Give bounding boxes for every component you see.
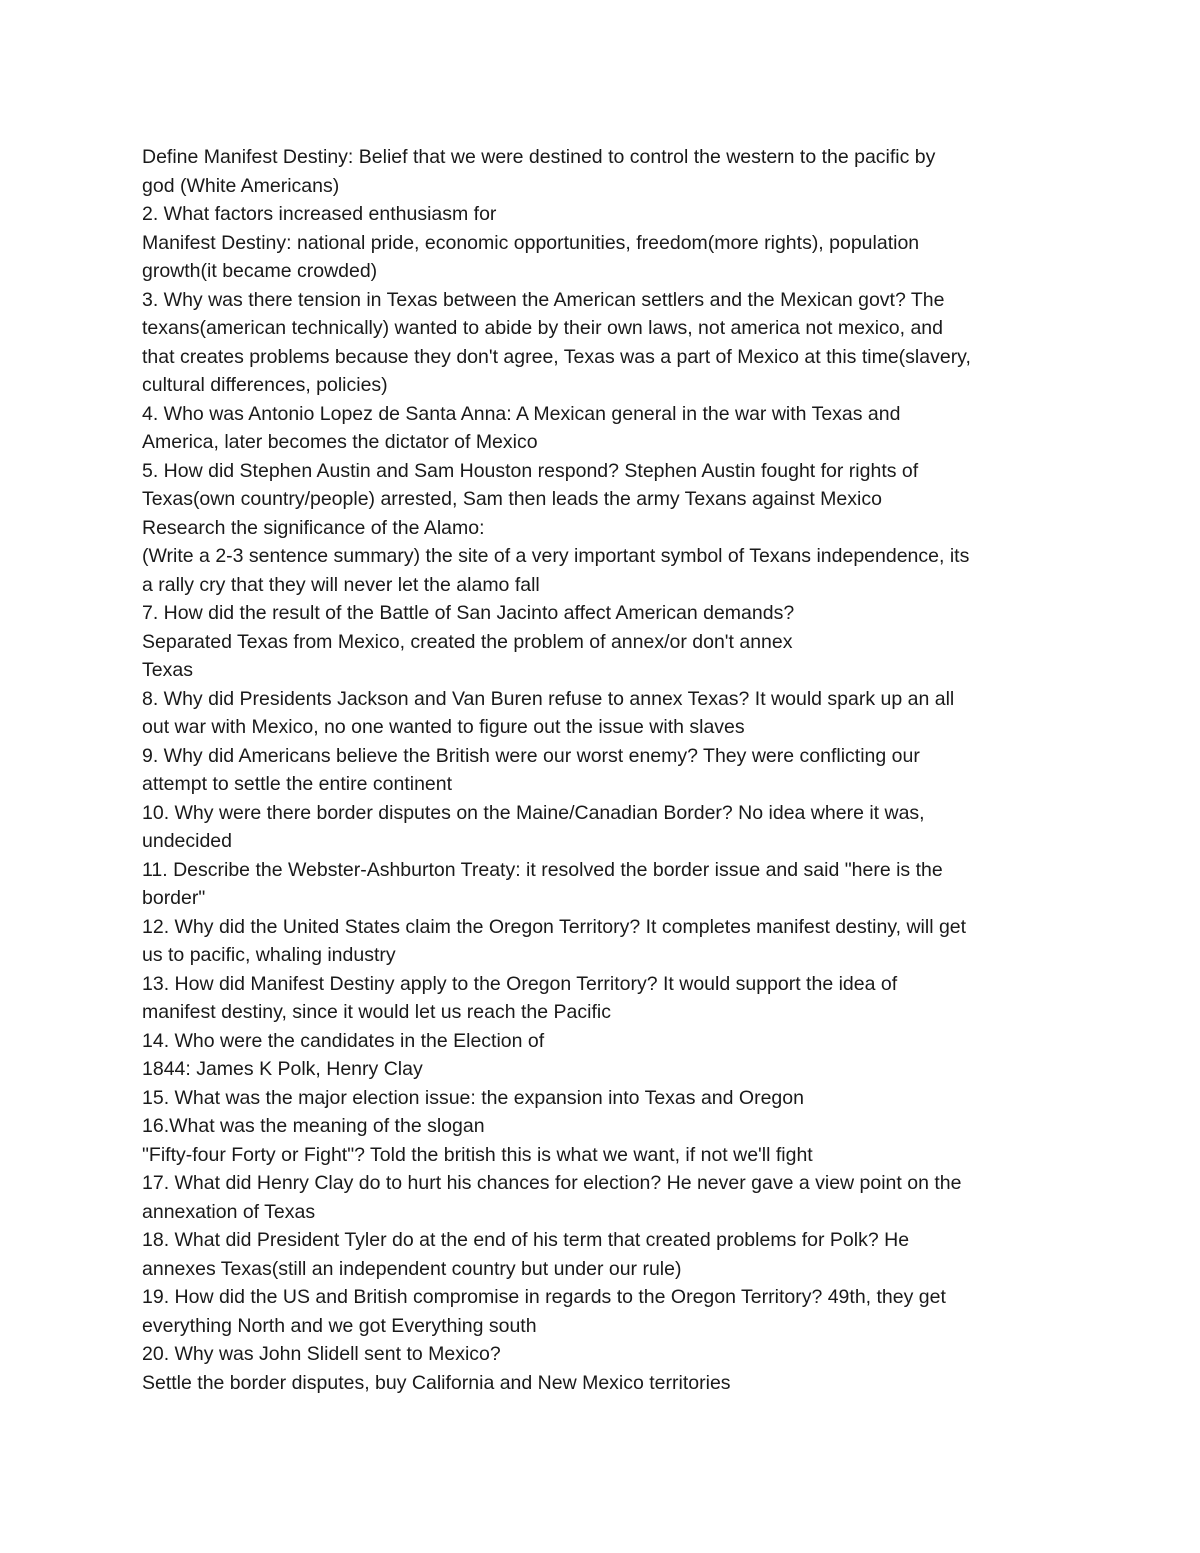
text-line: 2. What factors increased enthusiasm for — [142, 203, 497, 225]
text-line: border" — [142, 887, 206, 909]
text-line: god (White Americans) — [142, 174, 340, 197]
text-line: growth(it became crowded) — [142, 260, 378, 282]
text-line: cultural differences, policies) — [142, 374, 388, 396]
text-line: Separated Texas from Mexico, created the problem of annex/or don't annex — [142, 630, 793, 653]
text-line: 20. Why was John Slidell sent to Mexico? — [142, 1343, 501, 1365]
text-line: 17. What did Henry Clay do to hurt his chances for election? He never gave a view point on the — [142, 1172, 962, 1194]
document-body — [142, 143, 1072, 1397]
text-line: Texas(own country/people) arrested, Sam then leads the army Texans against Mexico — [142, 488, 882, 510]
text-line: 1844: James K Polk, Henry Clay — [142, 1058, 423, 1080]
text-line: 16.What was the meaning of the slogan — [142, 1115, 485, 1137]
text-line: 9. Why did Americans believe the British were our worst enemy? They were conflicting our — [142, 744, 920, 767]
text-line: undecided — [142, 830, 232, 852]
text-line: (Write a 2-3 sentence summary) the site of a very important symbol of Texans independence, its — [142, 545, 970, 567]
text-line: 15. What was the major election issue: the expansion into Texas and Oregon — [142, 1086, 804, 1109]
text-line: annexation of Texas — [142, 1200, 316, 1223]
text-line: Define Manifest Destiny: Belief that we were destined to control the western to the pacific by — [142, 146, 936, 168]
text-line: manifest destiny, since it would let us reach the Pacific — [142, 1001, 611, 1023]
text-line: 5. How did Stephen Austin and Sam Houston respond? Stephen Austin fought for rights of — [142, 459, 919, 482]
text-line: 4. Who was Antonio Lopez de Santa Anna: A Mexican general in the war with Texas and — [142, 402, 901, 425]
text-line: attempt to settle the entire continent — [142, 773, 453, 795]
text-line: out war with Mexico, no one wanted to figure out the issue with slaves — [142, 716, 745, 738]
text-line: Texas — [142, 659, 193, 681]
text-line: Settle the border disputes, buy California and New Mexico territories — [142, 1371, 731, 1394]
text-line: Manifest Destiny: national pride, economic opportunities, freedom(more rights), population — [142, 231, 920, 254]
text-line: 7. How did the result of the Battle of San Jacinto affect American demands? — [142, 602, 795, 624]
text-line: Research the significance of the Alamo: — [142, 516, 485, 539]
text-line: 13. How did Manifest Destiny apply to the Oregon Territory? It would support the idea of — [142, 972, 898, 995]
text-line: everything North and we got Everything south — [142, 1314, 537, 1337]
text-line: that creates problems because they don't agree, Texas was a part of Mexico at this time(slavery, — [142, 345, 971, 368]
text-line: 10. Why were there border disputes on the Maine/Canadian Border? No idea where it was, — [142, 801, 925, 824]
text-line: 8. Why did Presidents Jackson and Van Buren refuse to annex Texas? It would spark up an all — [142, 687, 955, 710]
text-line: 3. Why was there tension in Texas between the American settlers and the Mexican govt? The — [142, 288, 945, 311]
text-line: annexes Texas(still an independent country but under our rule) — [142, 1257, 682, 1280]
text-line: texans(american technically) wanted to abide by their own laws, not america not mexico, and — [142, 317, 943, 339]
text-line: us to pacific, whaling industry — [142, 944, 396, 966]
text-line: 11. Describe the Webster-Ashburton Treaty: it resolved the border issue and said "here is the — [142, 858, 943, 881]
text-line: 14. Who were the candidates in the Election of — [142, 1029, 545, 1052]
text-line: 18. What did President Tyler do at the end of his term that created problems for Polk? He — [142, 1229, 910, 1251]
text-line: 12. Why did the United States claim the Oregon Territory? It completes manifest destiny, will get — [142, 915, 967, 938]
text-line: 19. How did the US and British compromise in regards to the Oregon Territory? 49th, they get — [142, 1286, 946, 1308]
text-line: a rally cry that they will never let the alamo fall — [142, 573, 540, 596]
text-line: America, later becomes the dictator of Mexico — [142, 431, 538, 453]
text-line: "Fifty-four Forty or Fight"? Told the british this is what we want, if not we'll fight — [142, 1143, 813, 1166]
